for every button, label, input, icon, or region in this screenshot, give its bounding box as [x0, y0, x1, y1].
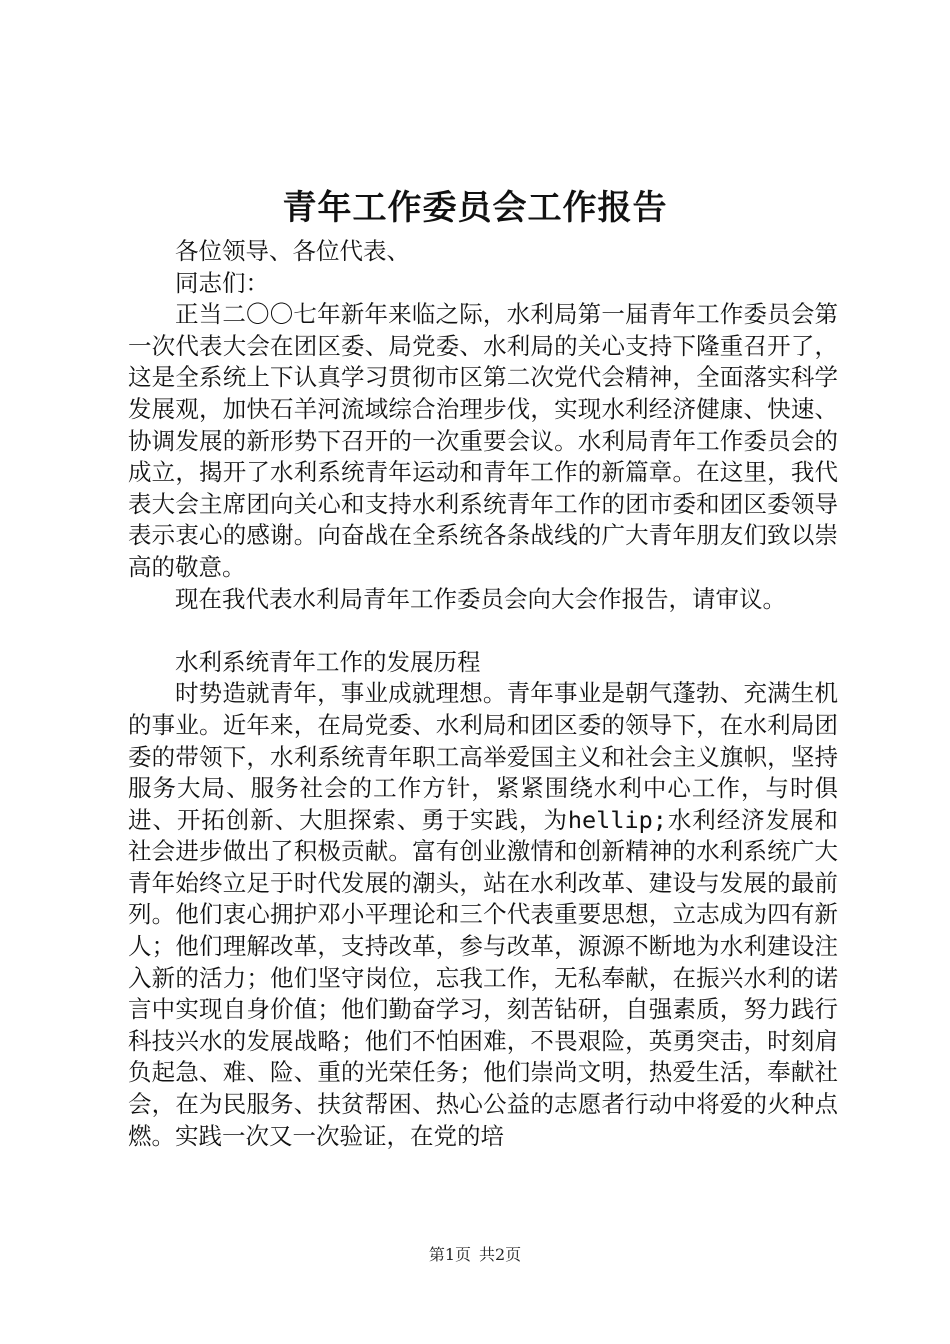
page-number: 第1页 — [428, 1245, 471, 1264]
page-footer — [0, 1244, 950, 1266]
document-title: 青年工作委员会工作报告 — [282, 188, 668, 228]
salutation-leaders: 各位领导、各位代表、 — [175, 237, 410, 265]
document-body — [128, 236, 838, 1152]
opening-paragraph: 正当二〇〇七年新年来临之际，水利局第一届青年工作委员会第一次代表大会在团区委、局党委、水利局的关心支持下隆重召开了，这是全系统上下认真学习贯彻市区第二次党代会精神，全面落实科学发展观，加快石羊河流域综合治理步伐，实现水利经济健康、快速、协调发展的新形势下召开的一次重要会议。水利局青年工作委员会的成立，揭开了水利系统青年运动和青年工作的新篇章。在这里，我代表大会主席团向关心和支持水利系统青年工作的团市委和团区委领导表示衷心的感谢。向奋战在全系统各条战线的广大青年朋友们致以崇高的敬意。 — [128, 300, 838, 581]
paragraph-spacer — [128, 615, 838, 647]
report-intro-paragraph: 现在我代表水利局青年工作委员会向大会作报告，请审议。 — [175, 584, 786, 613]
salutation-comrades: 同志们： — [175, 268, 269, 297]
history-paragraph: 时势造就青年，事业成就理想。青年事业是朝气蓬勃、充满生机的事业。近年来，在局党委、水利局和团区委的领导下，在水利局团委的带领下，水利系统青年职工高举爱国主义和社会主义旗帜，坚持服务大局、服务社会的工作方针，紧紧围绕水利中心工作，与时俱进、开拓创新、大胆探索、勇于实践，为hellip;水利经济发展和社会进步做出了积极贡献。富有创业激情和创新精神的水利系统广大青年始终立足于时代发展的潮头，站在水利改革、建设与发展的最前列。他们衷心拥护邓小平理论和三个代表重要思想，立志成为四有新人；他们理解改革，支持改革，参与改革，源源不断地为水利建设注入新的活力；他们坚守岗位，忘我工作，无私奉献，在振兴水利的诺言中实现自身价值；他们勤奋学习，刻苦钻研，自强素质，努力践行科技兴水的发展战略；他们不怕困难，不畏艰险，英勇突击，时刻肩负起急、难、险、重的光荣任务；他们崇尚文明，热爱生活，奉献社会，在为民服务、扶贫帮困、热心公益的志愿者行动中将爱的火种点燃。实践一次又一次验证，在党的培 — [128, 679, 838, 1150]
section-heading: 水利系统青年工作的发展历程 — [175, 647, 481, 676]
page-total: 共2页 — [479, 1245, 522, 1264]
